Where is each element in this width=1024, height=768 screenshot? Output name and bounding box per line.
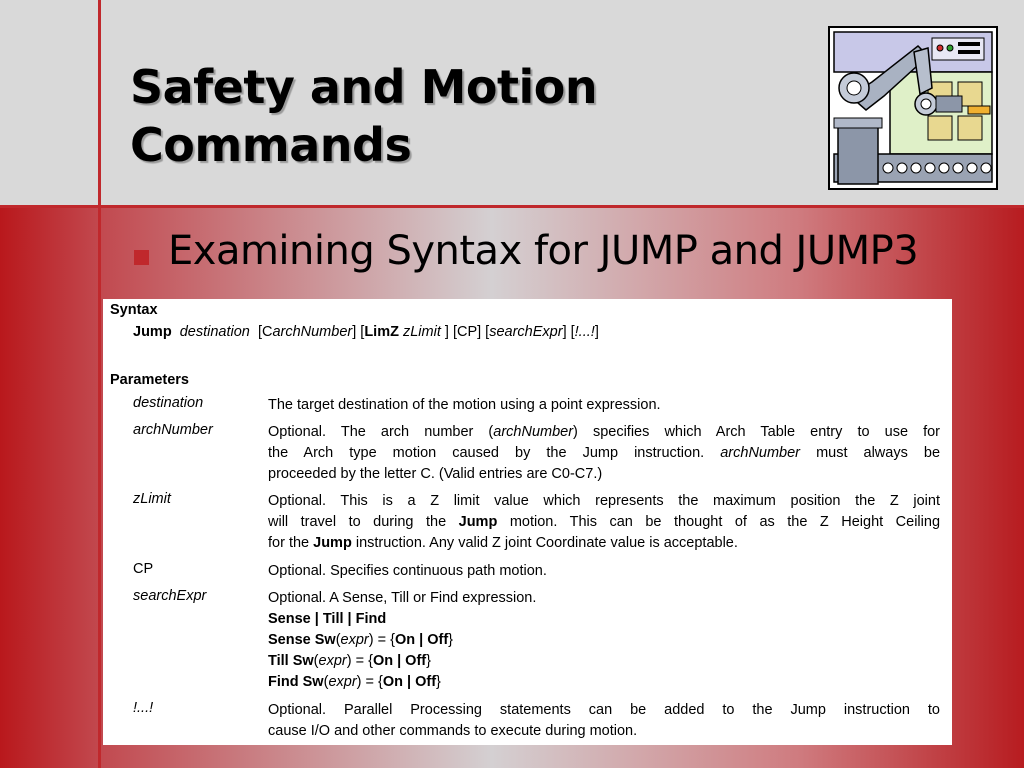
syntax-document-image	[103, 299, 952, 745]
param-name: searchExpr	[133, 588, 207, 604]
param-desc: Optional. A Sense, Till or Find expression. Sense | Till | Find Sense Sw(expr) = {On | Off} Till Sw(expr) = {On | Off} Find Sw(expr) = {On | Off}	[268, 590, 537, 690]
param-desc: Optional. This is a Z limit value which represents the maximum position the Z joint will travel to during the Jump motion. This can be thought of as the Z Height Ceiling for the Jump instruction. Any valid Z joint Coordinate value is acceptable.	[268, 493, 941, 551]
param-desc: Optional. Parallel Processing statements can be added to the Jump instruction to cause I/O and other commands to execute during motion.	[268, 702, 940, 739]
parameters-heading: Parameters	[110, 372, 189, 388]
syntax-heading: Syntax	[110, 302, 158, 318]
bullet-text: Examining Syntax for JUMP and JUMP3	[168, 228, 919, 274]
slide-title: Safety and Motion Commands	[130, 60, 598, 172]
bullet-marker	[134, 250, 149, 265]
param-name: !...!	[133, 700, 154, 716]
robot-arm-icon	[828, 26, 998, 190]
vertical-rule	[98, 0, 101, 768]
param-name: CP	[133, 561, 154, 577]
param-desc: The target destination of the motion using a point expression.	[268, 397, 661, 413]
param-name: destination	[133, 395, 204, 411]
param-desc: Optional. The arch number (archNumber) specifies which Arch Table entry to use for the Arch type motion caused by the Jump instruction. archNumber must always be proceeded by the letter C. (Valid entries are C0-C7.)	[268, 424, 941, 482]
param-name: archNumber	[133, 422, 213, 438]
horizontal-rule	[0, 205, 1024, 208]
param-name: zLimit	[133, 491, 171, 507]
param-desc: Optional. Specifies continuous path motion.	[268, 563, 547, 579]
syntax-line: Jump destination [CarchNumber] [LimZ zLimit ] [CP] [searchExpr] [!...!]	[133, 324, 599, 340]
